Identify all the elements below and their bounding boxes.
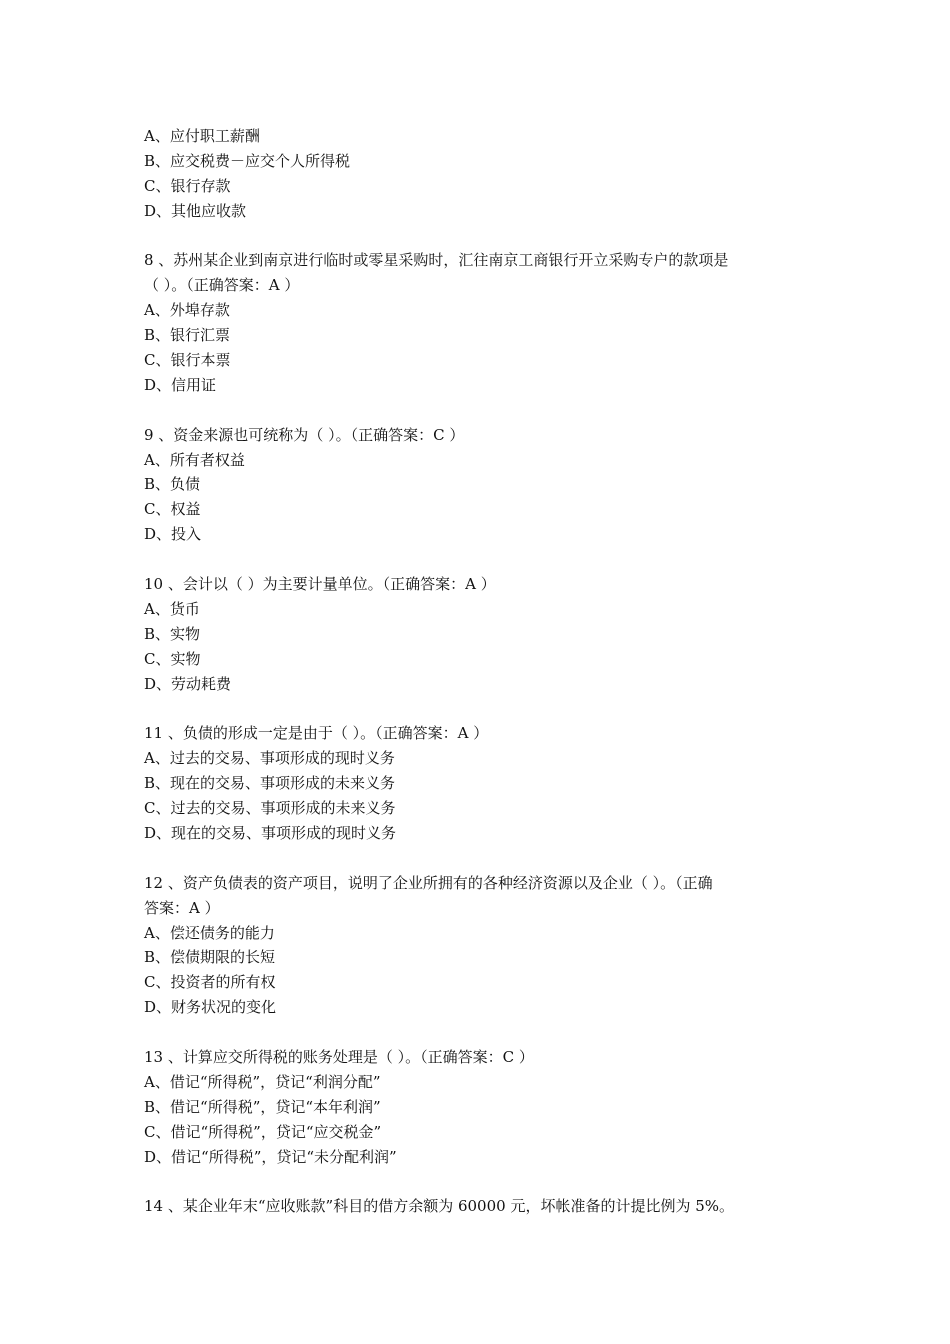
- option-a: A、偿还债务的能力: [144, 923, 275, 942]
- question-block-14: [144, 1194, 814, 1219]
- option-c: C、银行本票: [144, 351, 231, 370]
- option-c: C、银行存款: [144, 176, 231, 195]
- option-d: D、现在的交易、事项形成的现时义务: [144, 823, 397, 842]
- spacer: [144, 846, 814, 871]
- question-text: 12 、资产负债表的资产项目，说明了企业所拥有的各种经济资源以及企业（ ）。（正确: [144, 873, 713, 892]
- question-block-8: [144, 248, 814, 397]
- option-d: D、投入: [144, 525, 202, 544]
- option-c: C、实物: [144, 649, 201, 668]
- option-a: A、借记“所得税”，贷记“利润分配”: [144, 1072, 381, 1091]
- spacer: [144, 547, 814, 572]
- question-text: 8 、苏州某企业到南京进行临时或零星采购时，汇往南京工商银行开立采购专户的款项是: [144, 251, 729, 270]
- question-block-13: [144, 1045, 814, 1169]
- option-a: A、过去的交易、事项形成的现时义务: [144, 749, 395, 768]
- question-text-continued: 答案：A ）: [144, 898, 220, 917]
- option-a: A、所有者权益: [144, 450, 245, 469]
- question-text-continued: （ ）。（正确答案：A ）: [144, 276, 300, 295]
- option-b: B、负债: [144, 475, 201, 494]
- option-a: A、外埠存款: [144, 301, 230, 320]
- question-block-7: [144, 124, 814, 224]
- option-c: C、过去的交易、事项形成的未来义务: [144, 799, 396, 818]
- option-d: D、信用证: [144, 375, 217, 394]
- spacer: [144, 696, 814, 721]
- spacer: [144, 1169, 814, 1194]
- question-text: 11 、负债的形成一定是由于（ ）。（正确答案：A ）: [144, 724, 489, 743]
- option-b: B、借记“所得税”，贷记“本年利润”: [144, 1097, 381, 1116]
- option-c: C、权益: [144, 500, 201, 519]
- option-d: D、劳动耗费: [144, 674, 232, 693]
- option-c: C、投资者的所有权: [144, 973, 276, 992]
- option-c: C、借记“所得税”，贷记“应交税金”: [144, 1122, 382, 1141]
- option-b: B、现在的交易、事项形成的未来义务: [144, 774, 396, 793]
- question-block-11: [144, 721, 814, 845]
- option-d: D、其他应收款: [144, 201, 247, 220]
- question-text: 14 、某企业年末“应收账款”科目的借方余额为 60000 元，坏帐准备的计提比例为 5%。: [144, 1197, 735, 1216]
- option-b: B、实物: [144, 624, 201, 643]
- spacer: [144, 398, 814, 423]
- option-b: B、银行汇票: [144, 326, 231, 345]
- option-d: D、借记“所得税”，贷记“未分配利润”: [144, 1147, 397, 1166]
- spacer: [144, 1020, 814, 1045]
- spacer: [144, 224, 814, 249]
- question-block-12: [144, 871, 814, 1020]
- option-a: A、货币: [144, 599, 200, 618]
- option-a: A、应付职工薪酬: [144, 127, 260, 145]
- question-text: 10 、会计以（ ）为主要计量单位。（正确答案：A ）: [144, 575, 496, 594]
- option-d: D、财务状况的变化: [144, 998, 277, 1017]
- option-b: B、偿债期限的长短: [144, 948, 276, 967]
- question-block-9: [144, 423, 814, 547]
- question-text: 9 、资金来源也可统称为（ ）。（正确答案：C ）: [144, 425, 465, 444]
- option-b: B、应交税费－应交个人所得税: [144, 151, 351, 170]
- question-block-10: [144, 572, 814, 696]
- document-page: [144, 124, 814, 1219]
- question-text: 13 、计算应交所得税的账务处理是（ ）。（正确答案：C ）: [144, 1047, 534, 1066]
